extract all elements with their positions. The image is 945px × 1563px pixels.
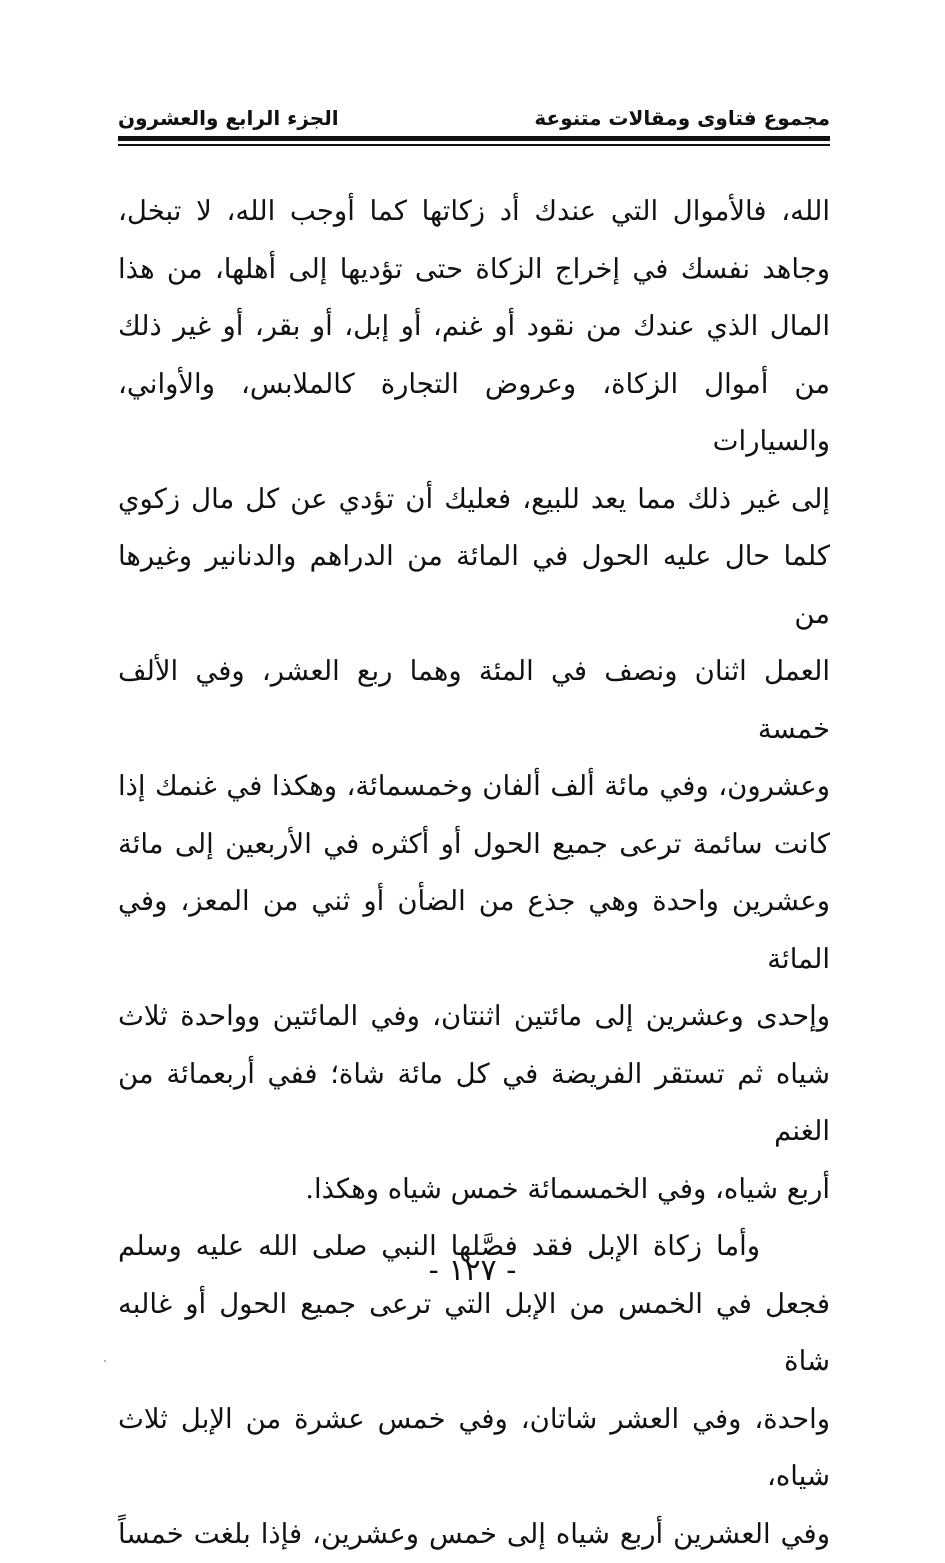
text-line: فجعل في الخمس من الإبل التي ترعى جميع الحول أو غالبه شاة bbox=[118, 1276, 830, 1391]
page-number: - ١٢٧ - bbox=[0, 1253, 945, 1288]
text-line: وعشرين واحدة وهي جذع من الضأن أو ثني من المعز، وفي المائة bbox=[118, 873, 830, 988]
text-line: المال الذي عندك من نقود أو غنم، أو إبل، أو بقر، أو غير ذلك bbox=[118, 298, 830, 356]
text-line: وفي العشرين أربع شياه إلى خمس وعشرين، فإذا بلغت خمساً bbox=[118, 1506, 830, 1563]
book-title: مجموع فتاوى ومقالات متنوعة bbox=[534, 106, 830, 130]
page-body bbox=[118, 183, 830, 1563]
scan-speck bbox=[104, 1360, 106, 1362]
text-line: الله، فالأموال التي عندك أد زكاتها كما أوجب الله، لا تبخل، bbox=[118, 183, 830, 241]
text-line: شياه ثم تستقر الفريضة في كل مائة شاة؛ ففي أربعمائة من الغنم bbox=[118, 1046, 830, 1161]
paragraph-start-line: وأما زكاة الإبل فقد فصَّلها النبي صلى الله عليه وسلم bbox=[118, 1218, 830, 1276]
text-line: إلى غير ذلك مما يعد للبيع، فعليك أن تؤدي عن كل مال زكوي bbox=[118, 471, 830, 529]
text-line: العمل اثنان ونصف في المئة وهما ربع العشر، وفي الألف خمسة bbox=[118, 643, 830, 758]
text-line: كانت سائمة ترعى جميع الحول أو أكثره في الأربعين إلى مائة bbox=[118, 816, 830, 874]
header-rule-thin bbox=[118, 144, 830, 146]
text-line: وجاهد نفسك في إخراج الزكاة حتى تؤديها إلى أهلها، من هذا bbox=[118, 241, 830, 299]
running-header bbox=[118, 96, 830, 130]
text-line: واحدة، وفي العشر شاتان، وفي خمس عشرة من الإبل ثلاث شياه، bbox=[118, 1391, 830, 1506]
paragraph-end-line: أربع شياه، وفي الخمسمائة خمس شياه وهكذا. bbox=[118, 1161, 830, 1219]
text-line: وإحدى وعشرين إلى مائتين اثنتان، وفي المائتين وواحدة ثلاث bbox=[118, 988, 830, 1046]
text-line: كلما حال عليه الحول في المائة من الدراهم والدنانير وغيرها من bbox=[118, 528, 830, 643]
header-rule-thick bbox=[118, 136, 830, 141]
text-line: وعشرون، وفي مائة ألف ألفان وخمسمائة، وهكذا في غنمك إذا bbox=[118, 758, 830, 816]
volume-label: الجزء الرابع والعشرون bbox=[118, 106, 339, 130]
text-line: من أموال الزكاة، وعروض التجارة كالملابس، والأواني، والسيارات bbox=[118, 356, 830, 471]
